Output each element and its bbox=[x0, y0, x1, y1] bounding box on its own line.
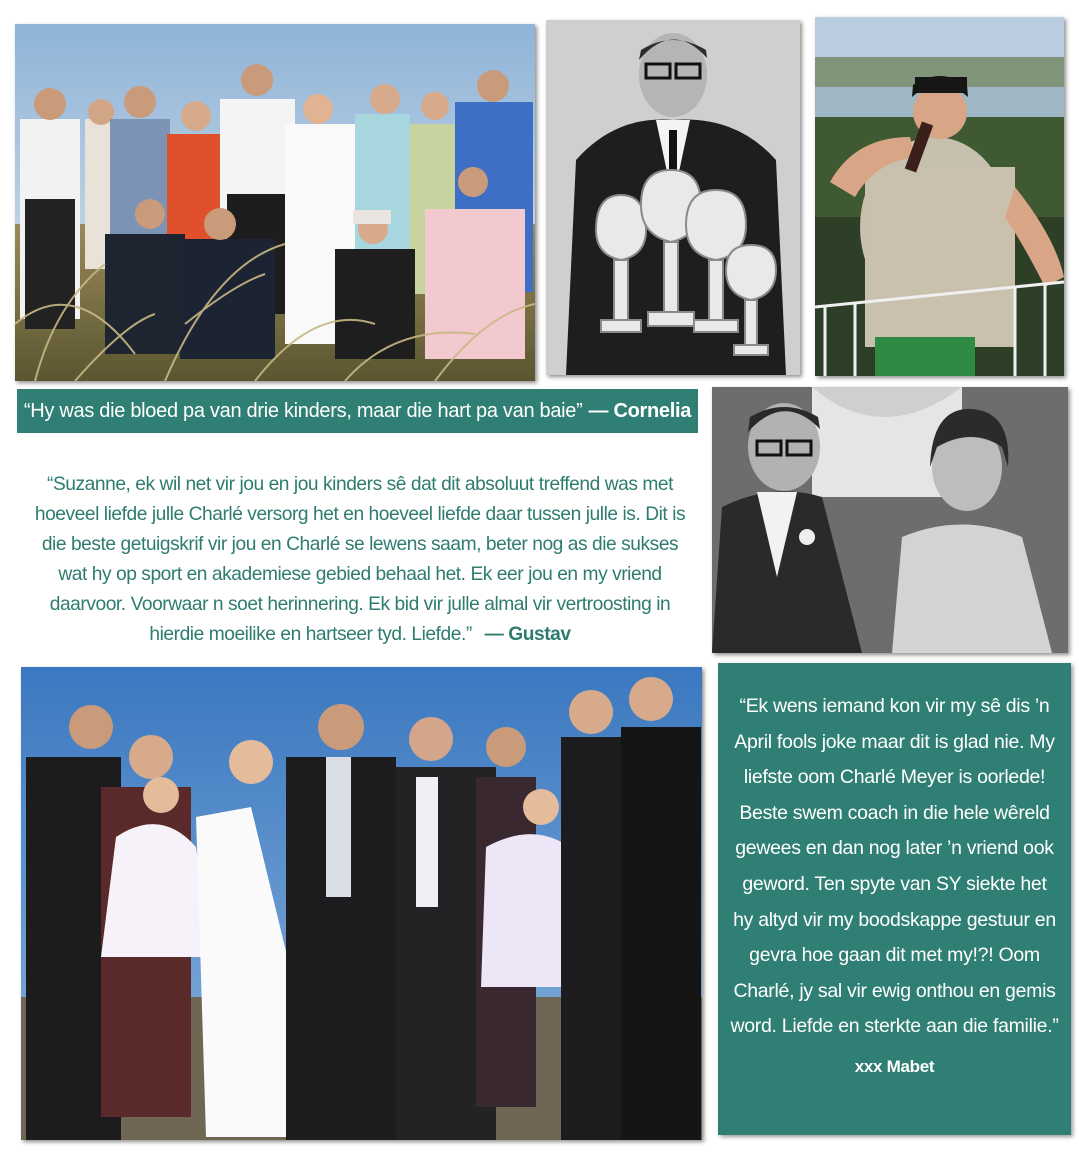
wedding-group-photo bbox=[21, 667, 702, 1140]
gustav-quote-author: — Gustav bbox=[484, 624, 571, 645]
trophies-photo bbox=[546, 20, 800, 375]
couple-photo bbox=[712, 387, 1068, 653]
gustav-quote bbox=[30, 470, 690, 655]
mabet-quote-text: “Ek wens iemand kon vir my sê dis ’n April fools joke maar dit is glad nie. My liefste oom Charlé Meyer is oorlede! Beste swem coach in die hele wêreld gewees en dan nog later ’n vriend ook geword. Ten spyte van SY siekte het hy altyd vir my boodskappe gestuur en gevra hoe gaan dit met my!?! Oom Charlé, jy sal vir ewig onthou en gemis word. Liefde en sterkte aan die familie.” bbox=[730, 695, 1059, 1038]
family-group-photo bbox=[15, 24, 535, 381]
cornelia-quote-banner bbox=[17, 389, 698, 433]
cornelia-quote-text: “Hy was die bloed pa van drie kinders, maar die hart pa van baie” bbox=[23, 399, 583, 422]
gustav-quote-text: “Suzanne, ek wil net vir jou en jou kinders sê dat dit absoluut treffend was met hoeveel liefde julle Charlé versorg het en hoeveel liefde daar tussen julle is. Dit is die beste getuigskrif vir jou en Charlé se lewens saam, beter nog as die sukses wat hy op sport en akademiese gebied behaal het. Ek eer jou en my vriend daarvoor. Voorwaar n soet herinnering. Ek bid vir julle almal vir vertroosting in hierdie moeilike en hartseer tyd. Liefde.” bbox=[34, 474, 686, 645]
balcony-photo bbox=[815, 17, 1064, 376]
mabet-quote-author: xxx Mabet bbox=[854, 1056, 935, 1076]
mabet-quote-box bbox=[718, 663, 1071, 1135]
cornelia-quote-author: — Cornelia bbox=[588, 399, 692, 422]
